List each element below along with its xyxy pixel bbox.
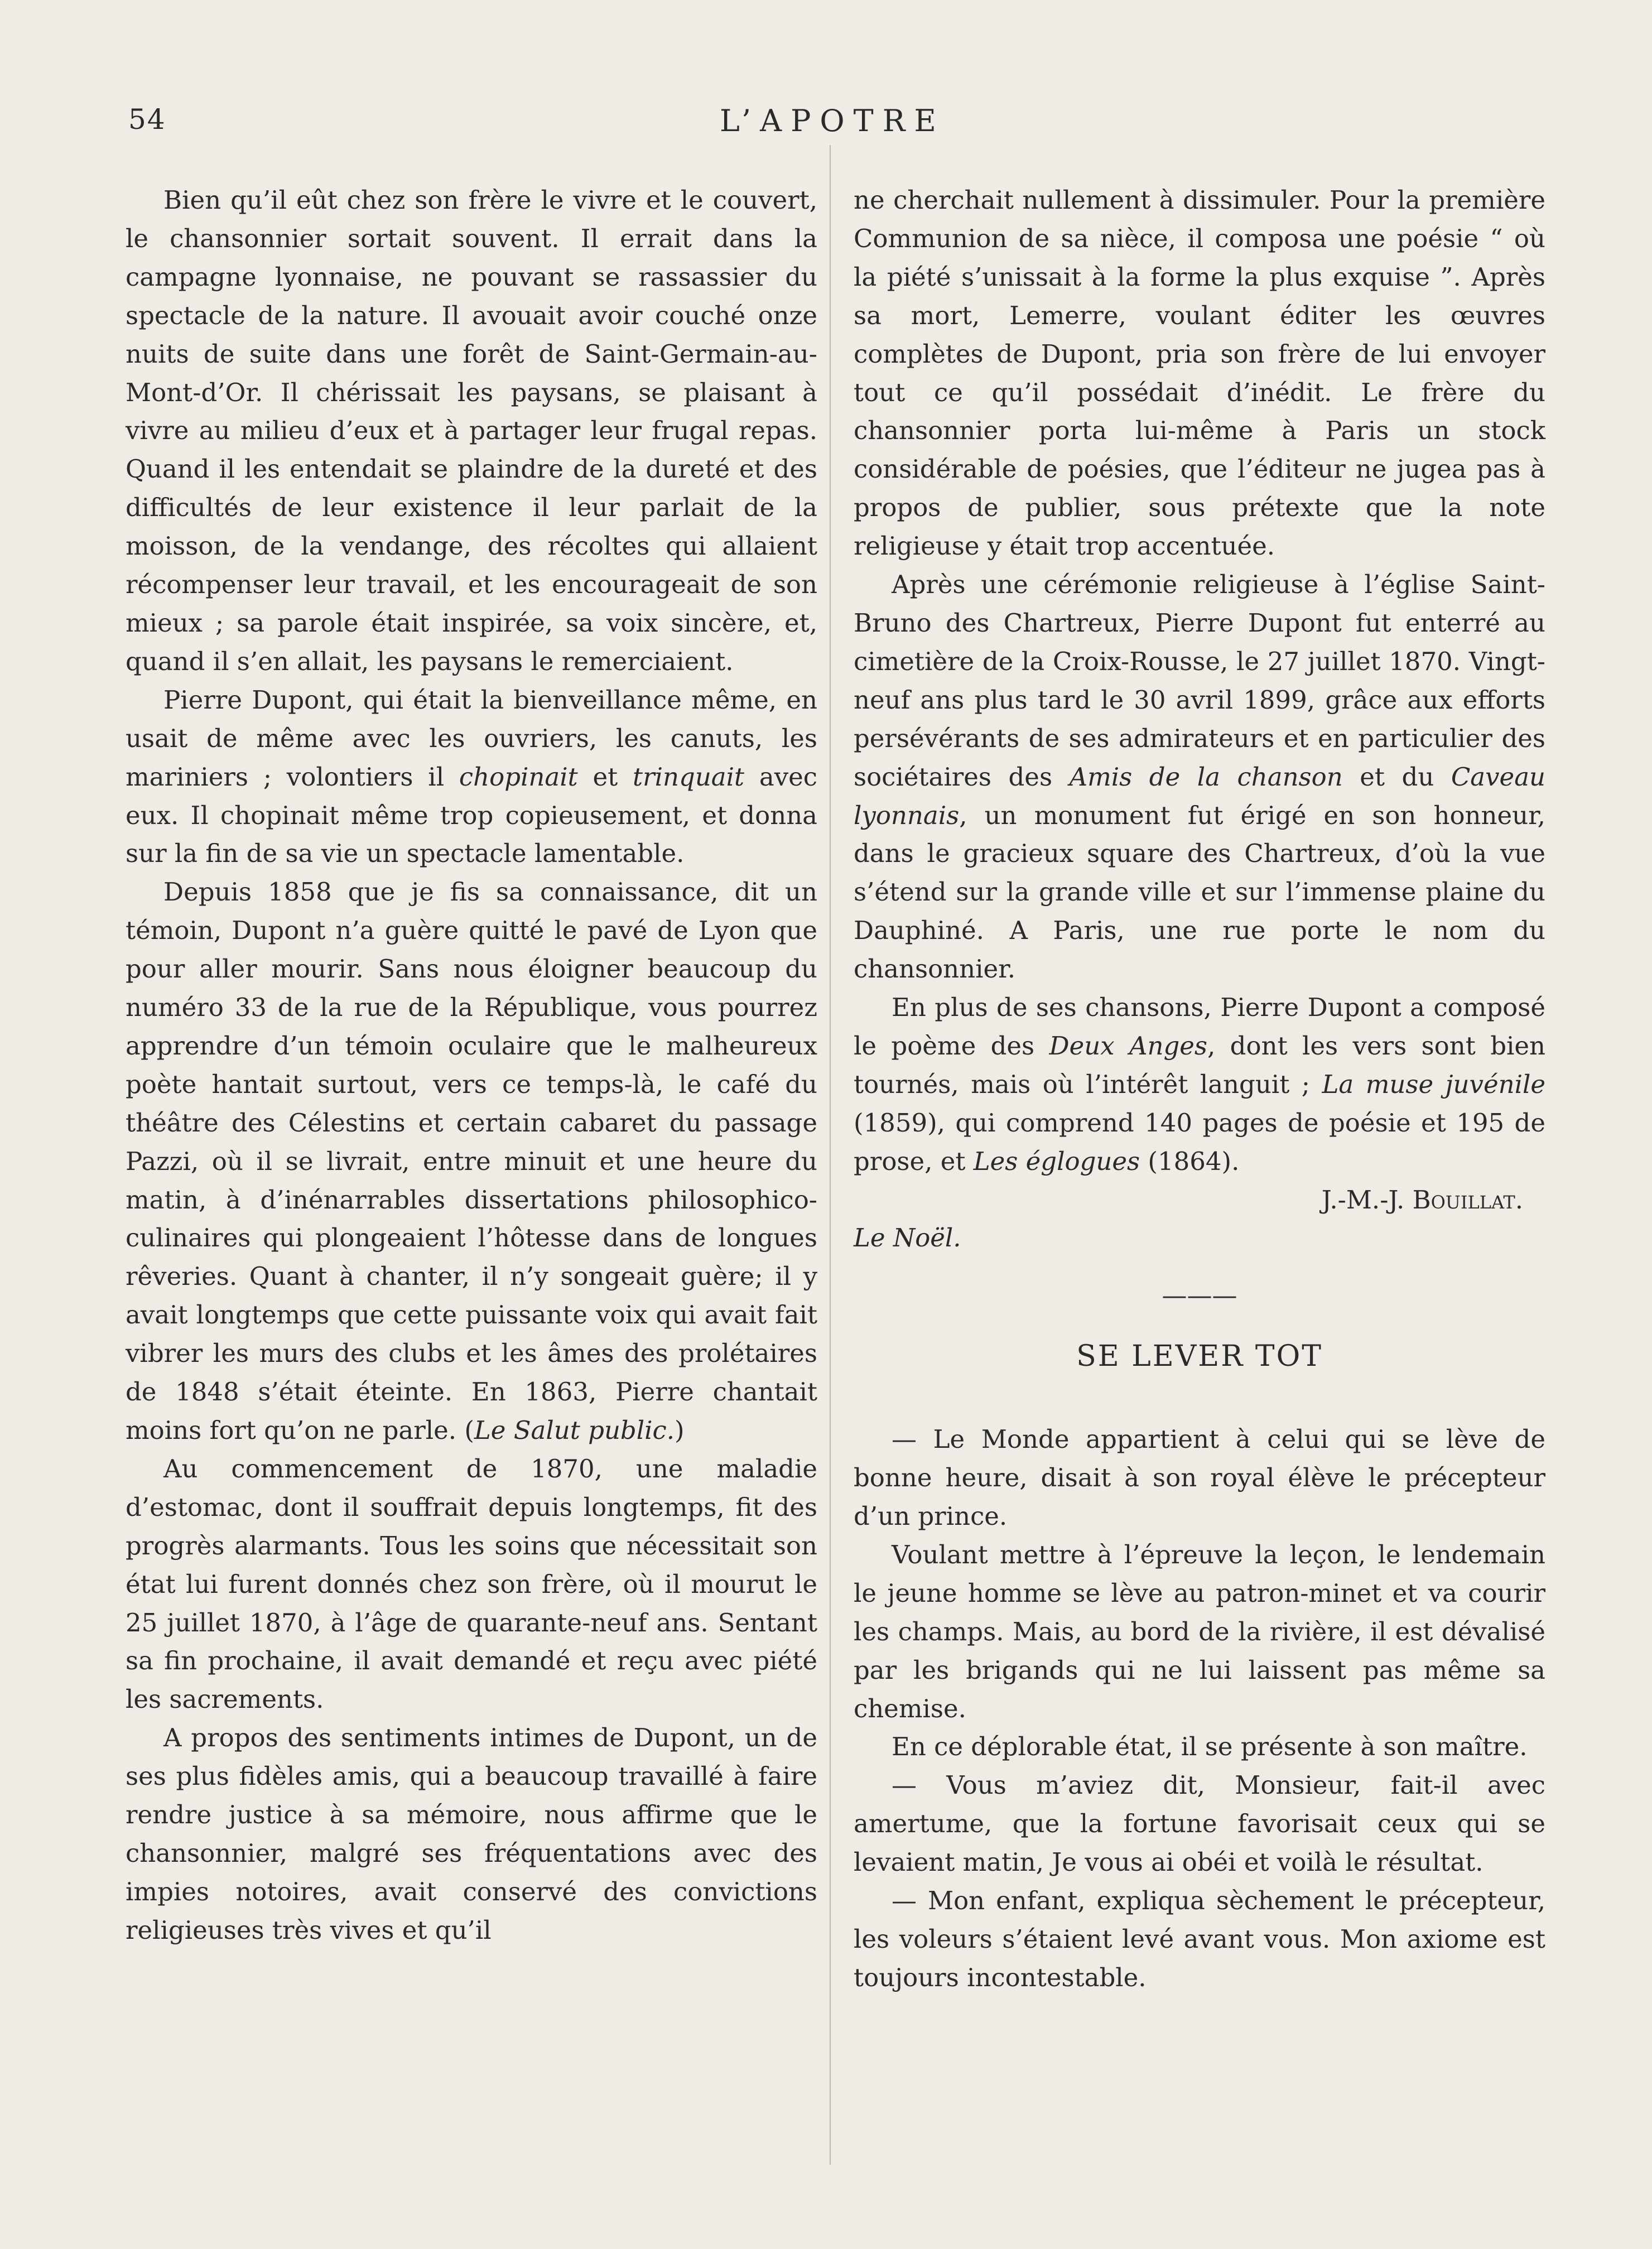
paragraph-witness: Depuis 1858 que je fis sa connaissance, dit un témoin, Dupont n’a guère quitté le pavé de Lyon que pour aller mourir. Sans nous éloigner beaucoup du numéro 33 de la rue de la République, vous pourrez apprendre d’un témoin oculaire que le malheureux poète hantait surtout, vers ce temps-là, le café du théâtre des Célestins et certain cabaret du passage Pazzi, où il se livrait, entre minuit et une heure du matin, à d’inénarrables dissertations philosophico-culinaires qui plongeaient l’hôtesse dans de longues rêveries. Quant à chanter, il n’y songeait guère; il y avait longtemps que cette puissante voix qui avait fait vibrer les murs des clubs et les âmes des prolétaires de 1848 s’était éteinte. En 1863, Pierre chantait moins fort qu’on ne parle. (Le Salut public.): [126, 877, 817, 1445]
paragraph-funeral: Après une cérémonie religieuse à l’église Saint-Bruno des Chartreux, Pierre Dupont fut enterré au cimetière de la Croix-Rousse, le 27 juillet 1870. Vingt-neuf ans plus tard le 30 avril 1899, grâce aux efforts persévérants de ses admirateurs et en particulier des sociétaires des Amis de la chanson et du Caveau lyonnais, un monument fut érigé en son honneur, dans le gracieux square des Chartreux, d’où la vue s’étend sur la grande ville et sur l’immense plaine du Dauphiné. A Paris, une rue porte le nom du chansonnier.: [854, 570, 1545, 984]
paragraph-workers: Pierre Dupont, qui était la bienveillance même, en usait de même avec les ouvriers, les canuts, les mariniers ; volontiers il chopinait et trinquait avec eux. Il chopinait même trop copieusement, et donna sur la fin de sa vie un spectacle lamentable.: [126, 685, 818, 869]
page-number: 54: [128, 103, 166, 136]
running-title: L’APOTRE: [720, 103, 945, 138]
left-column: [126, 181, 817, 1950]
story-paragraph: Voulant mettre à l’épreuve la leçon, le lendemain le jeune homme se lève au patron-minet et va courir les champs. Mais, au bord de la rivière, il est dévalisé par les brigands qui ne lui laissent pas même sa chemise.: [854, 1539, 1545, 1723]
story-paragraph: — Le Monde appartient à celui qui se lève de bonne heure, disait à son royal élève le précepteur d’un prince.: [854, 1424, 1545, 1531]
paragraph-continuation: ne cherchait nullement à dissimuler. Pour la première Communion de sa nièce, il composa une poésie “ où la piété s’unissait à la forme la plus exquise ”. Après sa mort, Lemerre, voulant éditer les œuvres complètes de Dupont, pria son frère de lui envoyer tout ce qu’il possédait d’inédit. Le frère du chansonnier porta lui-même à Paris un stock considérable de poésies, que l’éditeur ne jugea pas à propos de publier, sous prétexte que la note religieuse y était trop accentuée.: [854, 185, 1545, 561]
section-title: SE LEVER TOT: [1076, 1340, 1323, 1374]
paragraph-works: En plus de ses chansons, Pierre Dupont a composé le poème des Deux Anges, dont les vers sont bien tournés, mais où l’intérêt languit ; La muse juvénile (1859), qui comprend 140 pages de poésie et 195 de prose, et Les églogues (1864).: [854, 993, 1546, 1176]
page-header: [128, 103, 976, 148]
story-paragraph: — Mon enfant, expliqua sèchement le précepteur, les voleurs s’étaient levé avant vous. Mon axiome est toujours incontestable.: [854, 1886, 1545, 1992]
section-divider: ———: [1162, 1280, 1237, 1311]
column-divider: [830, 145, 831, 2165]
story-paragraph: En ce déplorable état, il se présente à son maître.: [892, 1732, 1528, 1762]
author-signature: J.-M.-J. Bouillat.: [1321, 1184, 1523, 1215]
right-column: [854, 181, 1545, 1997]
paragraph-sentiments: A propos des sentiments intimes de Dupont, un de ses plus fidèles amis, qui a beaucoup travaillé à faire rendre justice à sa mémoire, nous affirme que le chansonnier, malgré ses fréquentations avec des impies notoires, avait conservé des convictions religieuses très vives et qu’il: [126, 1723, 817, 1945]
paragraph-illness: Au commencement de 1870, une maladie d’estomac, dont il souffrait depuis longtemps, fit des progrès alarmants. Tous les soins que nécessitait son état lui furent donnés chez son frère, où il mourut le 25 juillet 1870, à l’âge de quarante-neuf ans. Sentant sa fin prochaine, il avait demandé et reçu avec piété les sacrements.: [126, 1453, 817, 1715]
source-citation: Le Noël.: [854, 1223, 961, 1253]
paragraph-countryside: Bien qu’il eût chez son frère le vivre et le couvert, le chansonnier sortait souvent. Il errait dans la campagne lyonnaise, ne pouvant se rassassier du spectacle de la nature. Il avouait avoir couché onze nuits de suite dans une forêt de Saint-Germain-au-Mont-d’Or. Il chérissait les paysans, se plaisant à vivre au milieu d’eux et à partager leur frugal repas. Quand il les entendait se plaindre de la dureté et des difficultés de leur existence il leur parlait de la moisson, de la vendange, des récoltes qui allaient récompenser leur travail, et les encourageait de son mieux ; sa parole était inspirée, sa voix sincère, et, quand il s’en allait, les paysans le remerciaient.: [126, 185, 817, 676]
story-paragraph: — Vous m’aviez dit, Monsieur, fait-il avec amertume, que la fortune favorisait ceux qui se levaient matin, Je vous ai obéi et voilà le résultat.: [854, 1770, 1545, 1877]
